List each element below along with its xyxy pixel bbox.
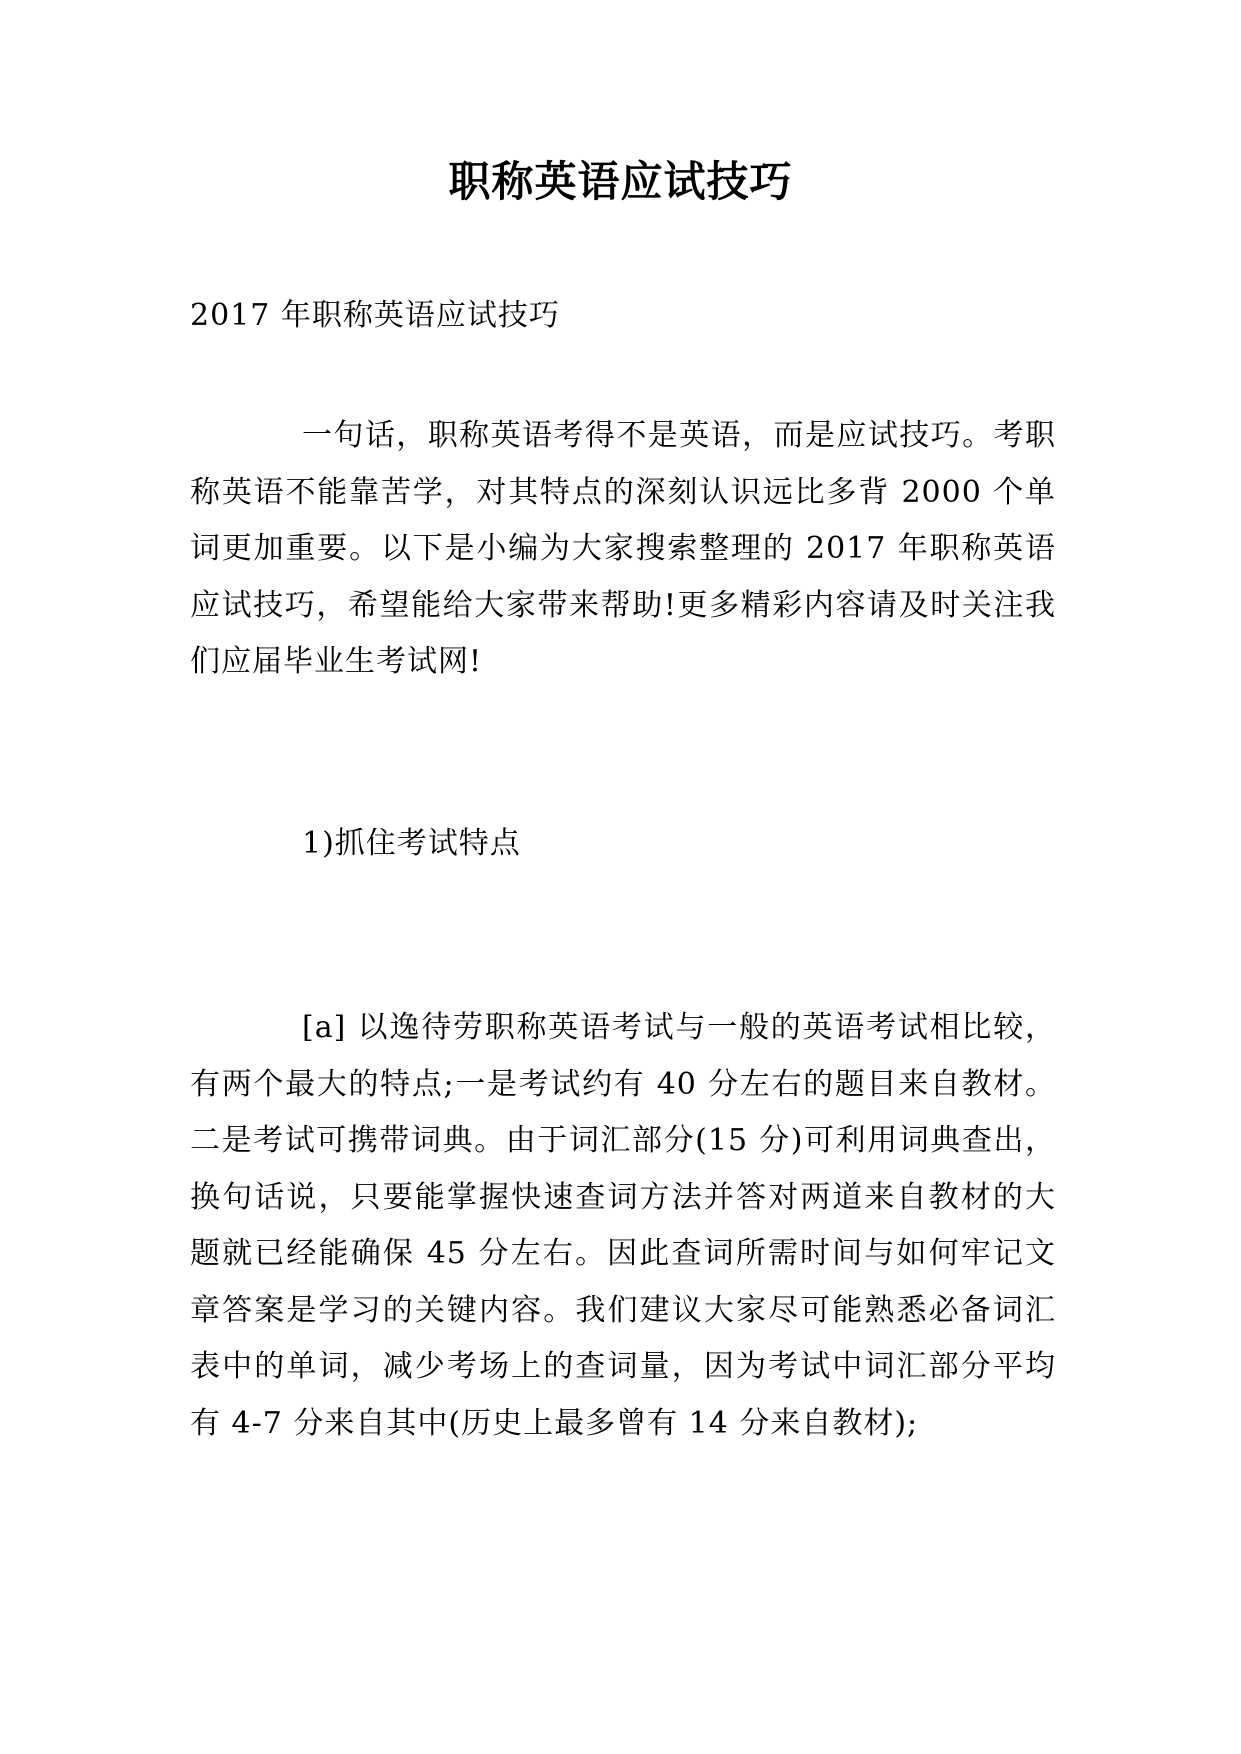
document-subtitle: 2017 年职称英语应试技巧 bbox=[190, 298, 560, 333]
paragraph-exam-features: [a] 以逸待劳职称英语考试与一般的英语考试相比较，有两个最大的特点;一是考试约有 40 分左右的题目来自教材。二是考试可携带词典。由于词汇部分(15 分)可利用词典查出，换句话说，只要能掌握快速查词方法并答对两道来自教材的大题就已经能确保 45 分左右。因此查词所需时间与如何牢记文章答案是学习的关键内容。我们建议大家尽可能熟悉必备词汇表中的单词，减少考场上的查词量，因为考试中词汇部分平均有 4-7 分来自其中(历史上最多曾有 14 分来自教材); bbox=[190, 1010, 1056, 1441]
paragraph-intro: 一句话，职称英语考得不是英语，而是应试技巧。考职称英语不能靠苦学，对其特点的深刻认识远比多背 2000 个单词更加重要。以下是小编为大家搜索整理的 2017 年职称英语应试技巧，希望能给大家带来帮助!更多精彩内容请及时关注我们应届毕业生考试网! bbox=[190, 418, 1056, 679]
section-heading: 1)抓住考试特点 bbox=[302, 826, 521, 861]
document-title: 职称英语应试技巧 bbox=[448, 157, 793, 206]
